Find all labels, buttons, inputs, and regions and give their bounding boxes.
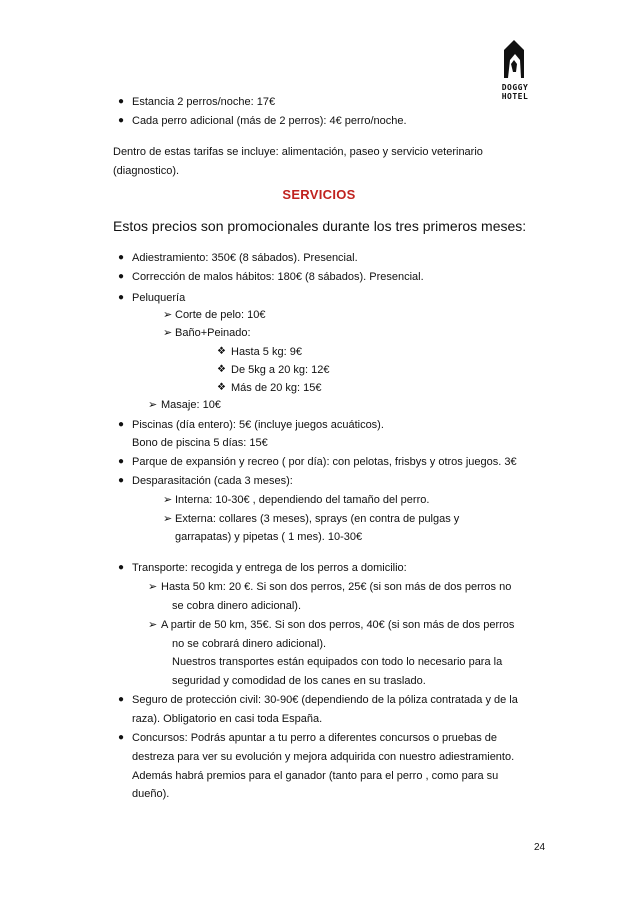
paragraph-line: Dentro de estas tarifas se incluye: alimentación, paseo y servicio veterinario (113, 146, 483, 158)
list-item: Peluquería (132, 292, 186, 304)
list-item: Transporte: recogida y entrega de los perros a domicilio: (132, 562, 407, 574)
arrow-icon: ➢ (148, 399, 158, 411)
list-item: Seguro de protección civil: 30-90€ (dependiendo de la póliza contratada y de la (132, 694, 518, 706)
list-item: Adiestramiento: 350€ (8 sábados). Presencial. (132, 252, 358, 264)
arrow-icon: ➢ (163, 309, 173, 321)
bullet-icon: ● (118, 292, 125, 303)
bullet-icon: ● (118, 252, 125, 263)
list-item-continuation: Bono de piscina 5 días: 15€ (132, 437, 268, 449)
bullet-icon: ● (118, 96, 125, 107)
arrow-icon: ➢ (148, 619, 158, 631)
arrow-icon: ➢ (163, 513, 173, 525)
logo-text: DOGGY HOTEL (501, 83, 529, 101)
section-title: SERVICIOS (282, 187, 356, 202)
list-item: Concursos: Podrás apuntar a tu perro a diferentes concursos o pruebas de (132, 732, 498, 744)
dog-icon (500, 38, 530, 82)
sub-item-continuation: no se cobrará dinero adicional). (172, 638, 327, 650)
bullet-icon: ● (118, 271, 125, 282)
bullet-icon: ● (118, 419, 125, 430)
arrow-icon: ➢ (163, 494, 173, 506)
bullet-icon: ● (118, 475, 125, 486)
list-item: Parque de expansión y recreo ( por día): con pelotas, frisbys y otros juegos. 3€ (132, 456, 517, 468)
sub-item: Interna: 10-30€ , dependiendo del tamaño del perro. (175, 494, 430, 506)
sub-item: Hasta 50 km: 20 €. Si son dos perros, 25€ (si son más de dos perros no (161, 581, 512, 593)
list-item: Piscinas (día entero): 5€ (incluye juegos acuáticos). (132, 419, 384, 431)
list-item-continuation: Además habrá premios para el ganador (tanto para el perro , como para su (132, 770, 499, 782)
bullet-icon: ● (118, 456, 125, 467)
bullet-icon: ● (118, 694, 125, 705)
arrow-icon: ➢ (148, 581, 158, 593)
sub-item: Baño+Peinado: (175, 327, 251, 339)
list-item: Estancia 2 perros/noche: 17€ (132, 96, 276, 108)
page-number: 24 (534, 842, 546, 853)
sub-item-continuation: garrapatas) y pipetas ( 1 mes). 10-30€ (175, 531, 363, 543)
bullet-icon: ● (118, 115, 125, 126)
sub-sub-item: De 5kg a 20 kg: 12€ (231, 364, 330, 376)
sub-item: Externa: collares (3 meses), sprays (en contra de pulgas y (175, 513, 460, 525)
diamond-icon: ❖ (217, 382, 226, 393)
sub-item: Corte de pelo: 10€ (175, 309, 266, 321)
sub-item-continuation: Nuestros transportes están equipados con todo lo necesario para la (172, 656, 503, 668)
arrow-icon: ➢ (163, 327, 173, 339)
sub-sub-item: Más de 20 kg: 15€ (231, 382, 322, 394)
list-item-continuation: destreza para ver su evolución y mejora adquirida con nuestro adiestramiento. (132, 751, 515, 763)
sub-item-continuation: se cobra dinero adicional). (172, 600, 302, 612)
bullet-icon: ● (118, 562, 125, 573)
list-item: Desparasitación (cada 3 meses): (132, 475, 293, 487)
diamond-icon: ❖ (217, 346, 226, 357)
list-item: Corrección de malos hábitos: 180€ (8 sábados). Presencial. (132, 271, 424, 283)
intro-text: Estos precios son promocionales durante los tres primeros meses: (113, 218, 527, 234)
sub-item: A partir de 50 km, 35€. Si son dos perros, 40€ (si son más de dos perros (161, 619, 515, 631)
doggy-hotel-logo (487, 38, 543, 101)
bullet-icon: ● (118, 732, 125, 743)
sub-sub-item: Hasta 5 kg: 9€ (231, 346, 302, 358)
list-item: Cada perro adicional (más de 2 perros): 4€ perro/noche. (132, 115, 407, 127)
paragraph-line: (diagnostico). (113, 165, 180, 177)
diamond-icon: ❖ (217, 364, 226, 375)
list-item-continuation: dueño). (132, 788, 170, 800)
sub-item-continuation: seguridad y comodidad de los canes en su traslado. (172, 675, 426, 687)
list-item-continuation: raza). Obligatorio en casi toda España. (132, 713, 323, 725)
sub-item: Masaje: 10€ (161, 399, 221, 411)
